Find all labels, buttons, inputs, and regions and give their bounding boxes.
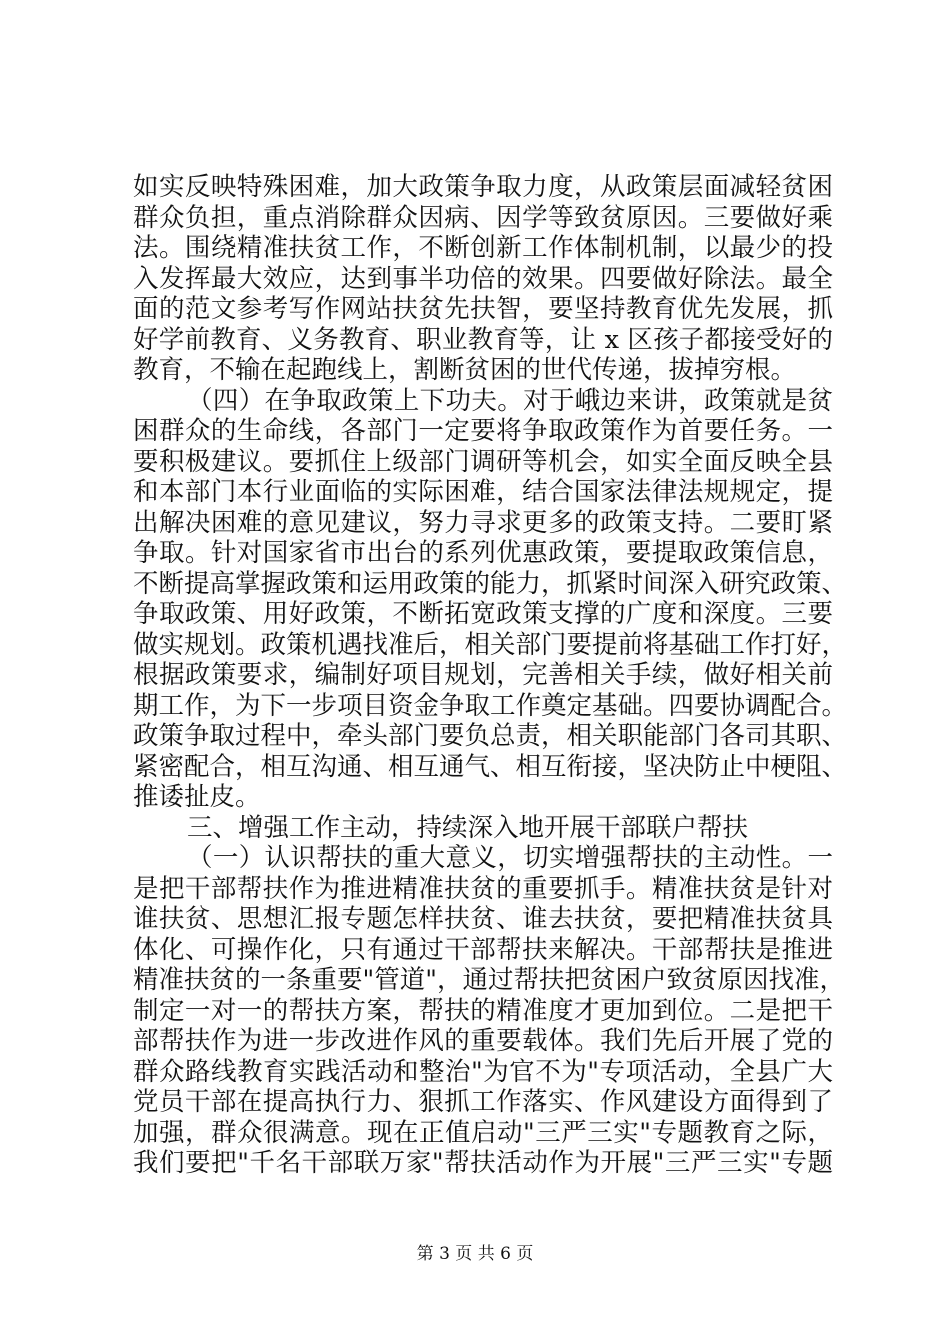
text-line: 要积极建议。要抓住上级部门调研等机会，如实全面反映全县 <box>133 446 833 477</box>
text-line: 群众负担，重点消除群众因病、因学等致贫原因。三要做好乘 <box>133 202 833 233</box>
text-line: 体化、可操作化，只有通过干部帮扶来解决。干部帮扶是推进 <box>133 934 833 965</box>
text-line: 争取。针对国家省市出台的系列优惠政策，要提取政策信息， <box>133 538 833 568</box>
text-line: 精准扶贫的一条重要"管道"，通过帮扶把贫困户致贫原因找准， <box>133 965 845 995</box>
text-line: 制定一对一的帮扶方案，帮扶的精准度才更加到位。二是把干 <box>133 995 833 1026</box>
document-body <box>133 172 848 1179</box>
text-line: 教育，不输在起跑线上，割断贫困的世代传递，拔掉穷根。 <box>133 355 797 385</box>
section-heading: 三、增强工作主动，持续深入地开展干部联户帮扶 <box>187 812 749 843</box>
text-line: 我们要把"千名干部联万家"帮扶活动作为开展"三严三实"专题 <box>133 1148 833 1178</box>
text-line: 好学前教育、义务教育、职业教育等，让 x 区孩子都接受好的 <box>133 324 833 355</box>
text-line: 是把干部帮扶作为推进精准扶贫的重要抓手。精准扶贫是针对 <box>133 873 833 904</box>
text-line: 政策争取过程中，牵头部门要负总责，相关职能部门各司其职、 <box>133 721 848 751</box>
text-line: 紧密配合，相互沟通、相互通气、相互衔接，坚决防止中梗阻、 <box>133 751 848 782</box>
text-line: 出解决困难的意见建议，努力寻求更多的政策支持。二要盯紧 <box>133 507 833 538</box>
text-line: 不断提高掌握政策和运用政策的能力，抓紧时间深入研究政策、 <box>133 568 848 599</box>
text-line: 入发挥最大效应，达到事半功倍的效果。四要做好除法。最全 <box>133 263 833 294</box>
page-number-footer: 第 3 页 共 6 页 <box>416 1244 534 1264</box>
text-line: 如实反映特殊困难，加大政策争取力度，从政策层面减轻贫困 <box>133 172 833 202</box>
text-line: 加强，群众很满意。现在正值启动"三严三实"专题教育之际， <box>133 1117 833 1148</box>
text-line: 谁扶贫、思想汇报专题怎样扶贫、谁去扶贫，要把精准扶贫具 <box>133 904 833 934</box>
text-line: 困群众的生命线，各部门一定要将争取政策作为首要任务。一 <box>133 416 833 446</box>
text-line: 党员干部在提高执行力、狠抓工作落实、作风建设方面得到了 <box>133 1087 833 1117</box>
paragraph-start-line: （四）在争取政策上下功夫。对于峨边来讲，政策就是贫 <box>187 385 833 416</box>
text-line: 部帮扶作为进一步改进作风的重要载体。我们先后开展了党的 <box>133 1026 833 1056</box>
text-line: 做实规划。政策机遇找准后，相关部门要提前将基础工作打好， <box>133 629 848 660</box>
text-line: 推诿扯皮。 <box>133 782 261 812</box>
text-line: 和本部门本行业面临的实际困难，结合国家法律法规规定，提 <box>133 477 833 507</box>
text-line: 面的范文参考写作网站扶贫先扶智，要坚持教育优先发展，抓 <box>133 294 833 324</box>
paragraph-start-line: （一）认识帮扶的重大意义，切实增强帮扶的主动性。一 <box>187 843 833 873</box>
text-line: 群众路线教育实践活动和整治"为官不为"专项活动，全县广大 <box>133 1056 833 1087</box>
text-line: 期工作，为下一步项目资金争取工作奠定基础。四要协调配合。 <box>133 690 848 721</box>
text-line: 法。围绕精准扶贫工作，不断创新工作体制机制，以最少的投 <box>133 233 833 263</box>
text-line: 根据政策要求，编制好项目规划，完善相关手续，做好相关前 <box>133 660 833 690</box>
text-line: 争取政策、用好政策，不断拓宽政策支撑的广度和深度。三要 <box>133 599 833 629</box>
